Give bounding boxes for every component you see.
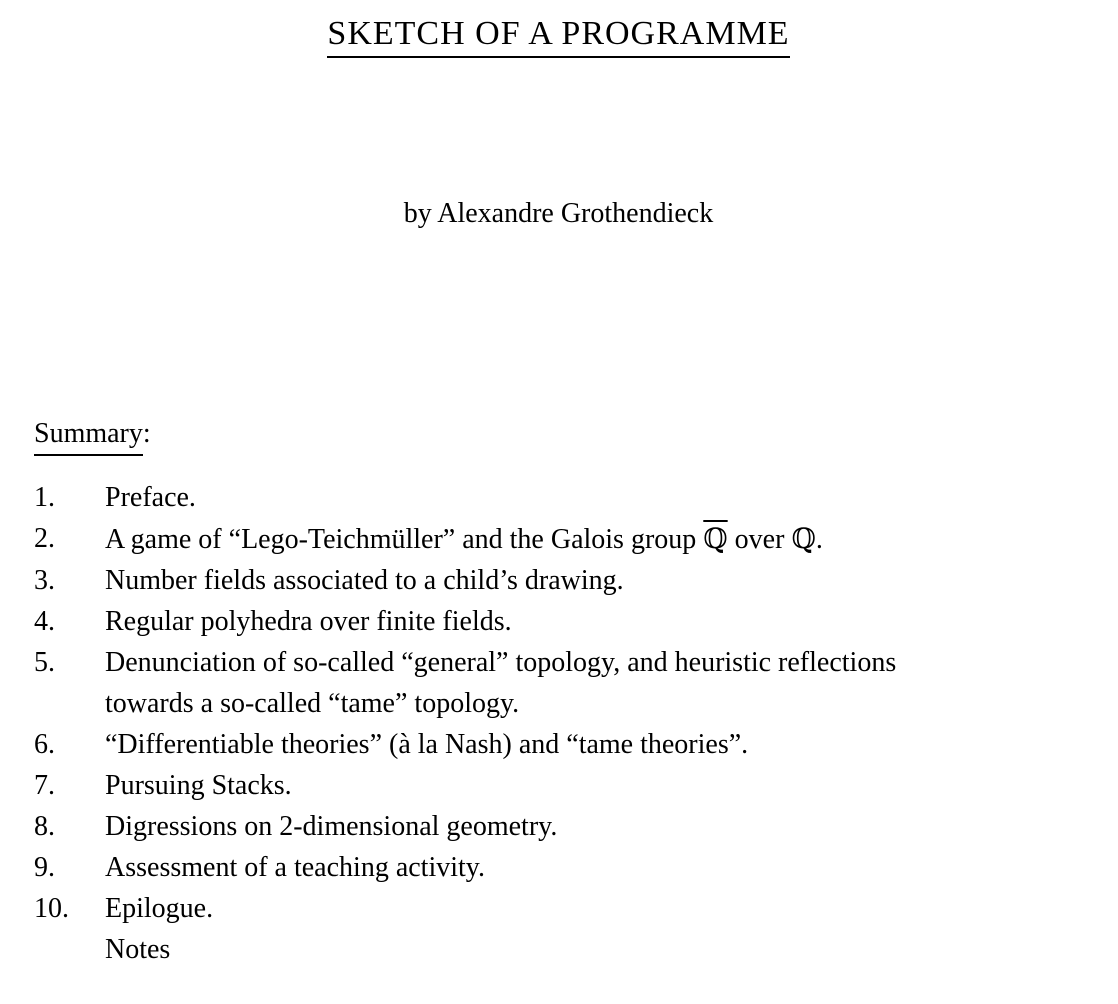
title-row (34, 14, 1083, 58)
item-text: Notes (105, 933, 171, 965)
item-text: Assessment of a teaching activity. (105, 851, 485, 883)
item-number (34, 929, 105, 970)
summary-colon: : (142, 417, 151, 449)
toc-item-3 (34, 560, 1083, 601)
toc-list (34, 477, 1083, 970)
item-number: 5. (34, 646, 55, 678)
toc-item-notes (34, 929, 1083, 970)
item-text (105, 518, 1083, 560)
page-title: SKETCH OF A PROGRAMME (327, 14, 789, 58)
item-number: 6. (34, 728, 55, 760)
item-text-segment: A game of “Lego-Teichmüller” and the Galois group (105, 523, 704, 555)
toc-item-6 (34, 724, 1083, 765)
item-text: Number fields associated to a child’s drawing. (105, 564, 624, 596)
toc-item-4 (34, 601, 1083, 642)
item-number: 10. (34, 892, 69, 924)
item-text: Regular polyhedra over finite fields. (105, 605, 512, 637)
item-number: 2. (34, 522, 55, 554)
item-text-line-2: towards a so-called “tame” topology. (105, 687, 520, 719)
item-text-segment: . (815, 523, 823, 555)
author-line: by Alexandre Grothendieck (403, 197, 714, 229)
item-text (105, 642, 1083, 724)
q-symbol: ℚ (791, 521, 816, 555)
toc-item-7 (34, 765, 1083, 806)
item-number: 7. (34, 769, 55, 801)
item-text-segment: over (727, 523, 792, 555)
qbar-symbol: ℚ (703, 521, 728, 555)
summary-label: Summary (34, 413, 143, 456)
toc-item-5 (34, 642, 1083, 724)
item-number: 8. (34, 810, 55, 842)
item-text: Digressions on 2-dimensional geometry. (105, 810, 558, 842)
toc-item-9 (34, 847, 1083, 888)
item-number: 3. (34, 564, 55, 596)
item-number: 9. (34, 851, 55, 883)
toc-item-1 (34, 477, 1083, 518)
item-number: 1. (34, 481, 55, 513)
item-text: Pursuing Stacks. (105, 769, 292, 801)
toc-item-8 (34, 806, 1083, 847)
item-text-line-1: Denunciation of so-called “general” topology, and heuristic reflections (105, 646, 897, 678)
item-text: Preface. (105, 481, 196, 513)
toc-item-2 (34, 518, 1083, 560)
item-text: “Differentiable theories” (à la Nash) and “tame theories”. (105, 728, 749, 760)
item-text: Epilogue. (105, 892, 214, 924)
summary-heading (34, 413, 1083, 456)
item-number: 4. (34, 605, 55, 637)
toc-item-10 (34, 888, 1083, 929)
